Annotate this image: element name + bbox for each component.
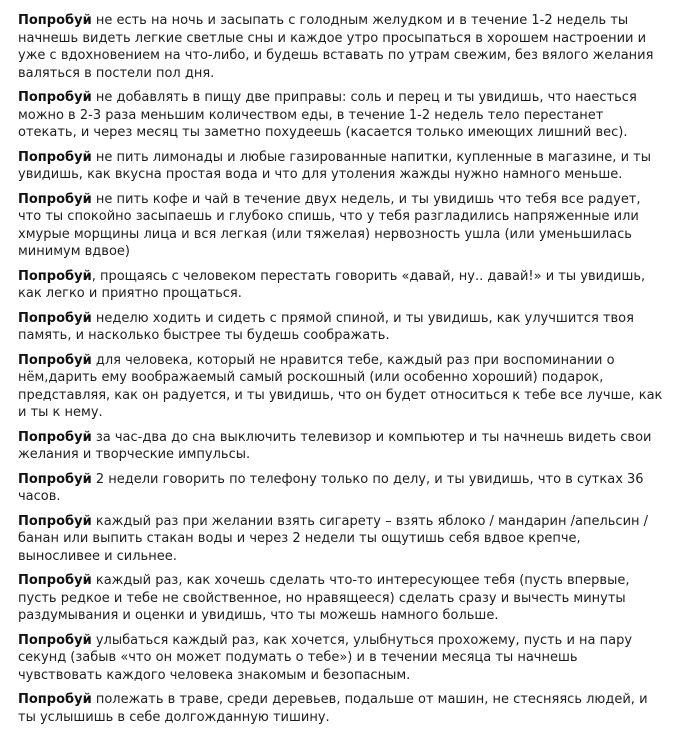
- paragraph-text: для человека, который не нравится тебе, каждый раз при воспоминании о нём,дарить ему воображаемый самый роскошный (или особенно хороший) подарок, представляя, как он радуется, и ты увидишь, что он будет относиться к тебе все лучше, как и ты к нему.: [18, 352, 663, 420]
- paragraph: [18, 471, 663, 506]
- lead-word: Попробуй: [18, 573, 92, 588]
- lead-word: Попробуй: [18, 13, 92, 28]
- paragraph: [18, 572, 663, 625]
- paragraph-text: полежать в траве, среди деревьев, подальше от машин, не стесняясь людей, и ты услышишь в себе долгожданную тишину.: [18, 692, 648, 725]
- paragraph-text: не пить кофе и чай в течение двух недель, и ты увидишь что тебя все радует, что ты спокойно засыпаешь и глубоко спишь, что у тебя разгладились напряженные или хмурые морщины лица и вся легкая (или тяжелая) нервозность ушла (или уменьшилась минимум вдвое): [18, 191, 641, 259]
- paragraph-text: , прощаясь с человеком перестать говорить «давай, ну.. давай!» и ты увидишь, как легко и приятно прощаться.: [18, 268, 646, 301]
- paragraph-text: за час-два до сна выключить телевизор и компьютер и ты начнешь видеть свои желания и творческие импульсы.: [18, 429, 652, 462]
- tips-document: [18, 12, 663, 733]
- paragraph: [18, 691, 663, 726]
- lead-word: Попробуй: [18, 352, 92, 368]
- paragraph: [18, 149, 663, 184]
- lead-word: Попробуй: [18, 429, 92, 445]
- lead-word: Попробуй: [18, 191, 92, 207]
- paragraph: [18, 513, 663, 566]
- lead-word: Попробуй: [18, 268, 92, 284]
- paragraph: [18, 352, 663, 422]
- lead-word: Попробуй: [18, 471, 92, 487]
- paragraph: [18, 268, 663, 303]
- lead-word: Попробуй: [18, 310, 92, 326]
- lead-word: Попробуй: [18, 149, 92, 165]
- lead-word: Попробуй: [18, 632, 92, 648]
- paragraph: [18, 429, 663, 464]
- paragraph: [18, 12, 663, 82]
- paragraph-text: не есть на ночь и засыпать с голодным желудком и в течение 1-2 недель ты начнешь видеть легкие светлые сны и каждое утро просыпаться в хорошем настроении и уже с вдохновением на что-либо, и будешь вставать по утрам свежим, без вялого желания валяться в постели пол дня.: [18, 13, 654, 81]
- lead-word: Попробуй: [18, 692, 92, 707]
- lead-word: Попробуй: [18, 513, 92, 529]
- paragraph-text: неделю ходить и сидеть с прямой спиной, и ты увидишь, как улучшится твоя память, и насколько быстрее ты будешь соображать.: [18, 310, 634, 343]
- paragraph: [18, 310, 663, 345]
- paragraph-text: 2 недели говорить по телефону только по делу, и ты увидишь, что в сутках 36 часов.: [18, 471, 644, 504]
- paragraph: [18, 632, 663, 685]
- lead-word: Попробуй: [18, 90, 92, 105]
- paragraph: [18, 191, 663, 261]
- paragraph-text: каждый раз, как хочешь сделать что-то интересующее тебя (пусть впервые, пусть редкое и тебе не свойственное, но нравящееся) сделать сразу и вычесть минуты раздумывания и оценки и увидишь, что ты можешь намного больше.: [18, 573, 630, 623]
- paragraph-text: не добавлять в пищу две приправы: соль и перец и ты увидишь, что наесться можно в 2-3 раза меньшим количеством еды, в течение 1-2 недель тело перестанет отекать, и через месяц ты заметно похудеешь (касается только имеющих лишний вес).: [18, 90, 637, 140]
- paragraph-text: не пить лимонады и любые газированные напитки, купленные в магазине, и ты увидишь, как вкусна простая вода и что для утоления жажды нужно намного меньше.: [18, 149, 651, 182]
- paragraph-text: улыбаться каждый раз, как хочется, улыбнуться прохожему, пусть и на пару секунд (забыв «что он может подумать о тебе») и в течении месяца ты начнешь чувствовать каждого человека знакомым и безопасным.: [18, 632, 633, 683]
- paragraph-text: каждый раз при желании взять сигарету – взять яблоко / мандарин /апельсин / банан или выпить стакан воды и через 2 недели ты ощутишь себя вдвое крепче, выносливее и сильнее.: [18, 513, 649, 564]
- paragraph: [18, 89, 663, 142]
